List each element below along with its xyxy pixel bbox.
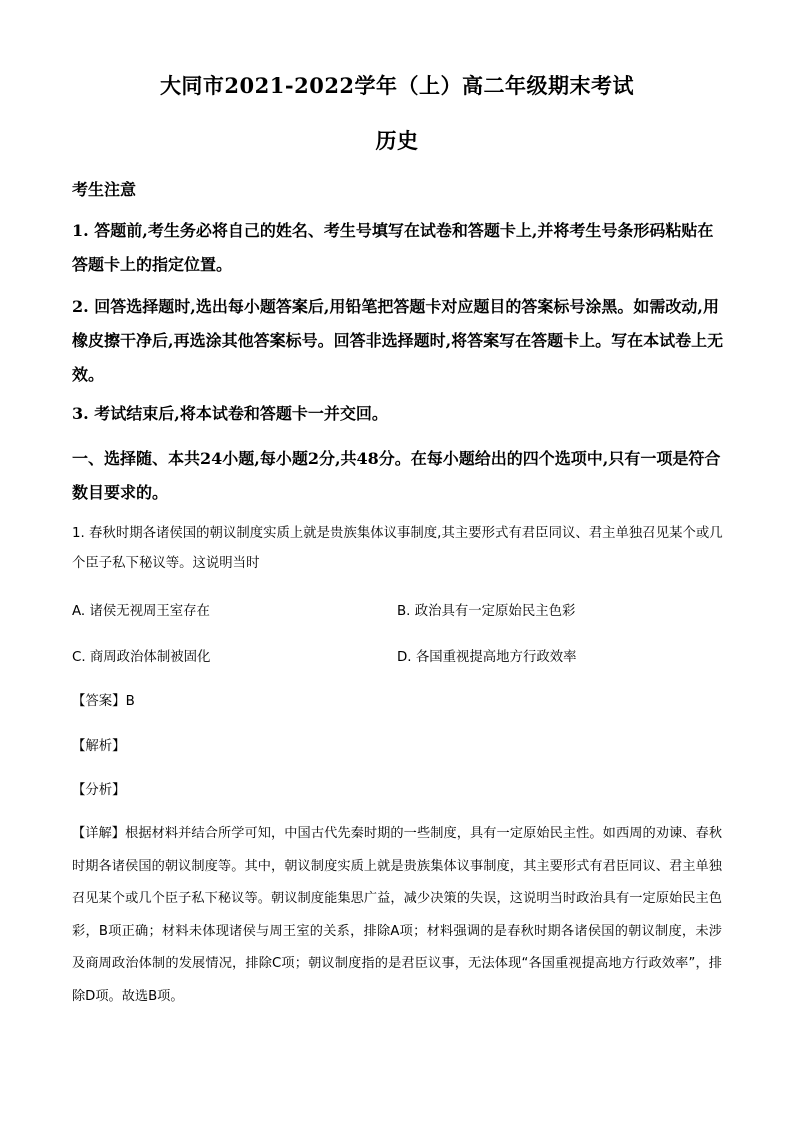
detail-label: 【详解】 <box>72 826 126 841</box>
notice-heading: 考生注意 <box>72 180 137 199</box>
fenxi-label: 【分析】 <box>72 783 126 798</box>
question-1-stem: 1. 春秋时期各诸侯国的朝议制度实质上就是贵族集体议事制度,其主要形式有君臣同议、君主单独召见某个或几个臣子私下秘议等。这说明当时 <box>72 526 723 571</box>
subject-title: 历史 <box>375 128 419 153</box>
detail-paragraph <box>72 818 722 1013</box>
notice-item-1: 1. 答题前,考生务必将自己的姓名、考生号填写在试卷和答题卡上,并将考生号条形码粘贴在答题卡上的指定位置。 <box>72 221 714 274</box>
analysis-label: 【解析】 <box>72 739 126 754</box>
section-heading: 一、选择随、本共24小题,每小题2分,共48分。在每小题给出的四个选项中,只有一项是符合数目要求的。 <box>72 449 721 502</box>
notice-item-3: 3. 考试结束后,将本试卷和答题卡一并交回。 <box>72 404 388 423</box>
notice-item-2: 2. 回答选择题时,选出每小题答案后,用铅笔把答题卡对应题目的答案标号涂黑。如需改动,用橡皮擦干净后,再选涂其他答案标号。回答非选择题时,将答案写在答题卡上。写在本试卷上无效。 <box>72 297 724 384</box>
answer-value: B <box>125 694 135 709</box>
detail-text: 根据材料并结合所学可知，中国古代先秦时期的一些制度，具有一定原始民主性。如西周的劝谏、春秋时期各诸侯国的朝议制度等。其中，朝议制度实质上就是贵族集体议事制度，其主要形式有君臣同议、君主单独召见某个或几个臣子私下秘议等。朝议制度能集思广益，减少决策的失误，这说明当时政治具有一定原始民主色彩，B项正确；材料未体现诸侯与周王室的关系，排除A项；材料强调的是春秋时期各诸侯国的朝议制度，未涉及商周政治体制的发展情况，排除C项；朝议制度指的是君臣议事，无法体现“各国重视提高地方行政效率”，排除D项。故选B项。 <box>72 826 723 1004</box>
answer-line <box>72 690 135 709</box>
option-b: B. 政治具有一定原始民主色彩 <box>397 604 576 619</box>
answer-label: 【答案】 <box>72 694 126 709</box>
exam-title: 大同市2021-2022学年（上）高二年级期末考试 <box>159 73 635 98</box>
option-c: C. 商周政治体制被固化 <box>72 650 211 665</box>
option-a: A. 诸侯无视周王室存在 <box>72 604 210 619</box>
option-d: D. 各国重视提高地方行政效率 <box>397 650 577 665</box>
